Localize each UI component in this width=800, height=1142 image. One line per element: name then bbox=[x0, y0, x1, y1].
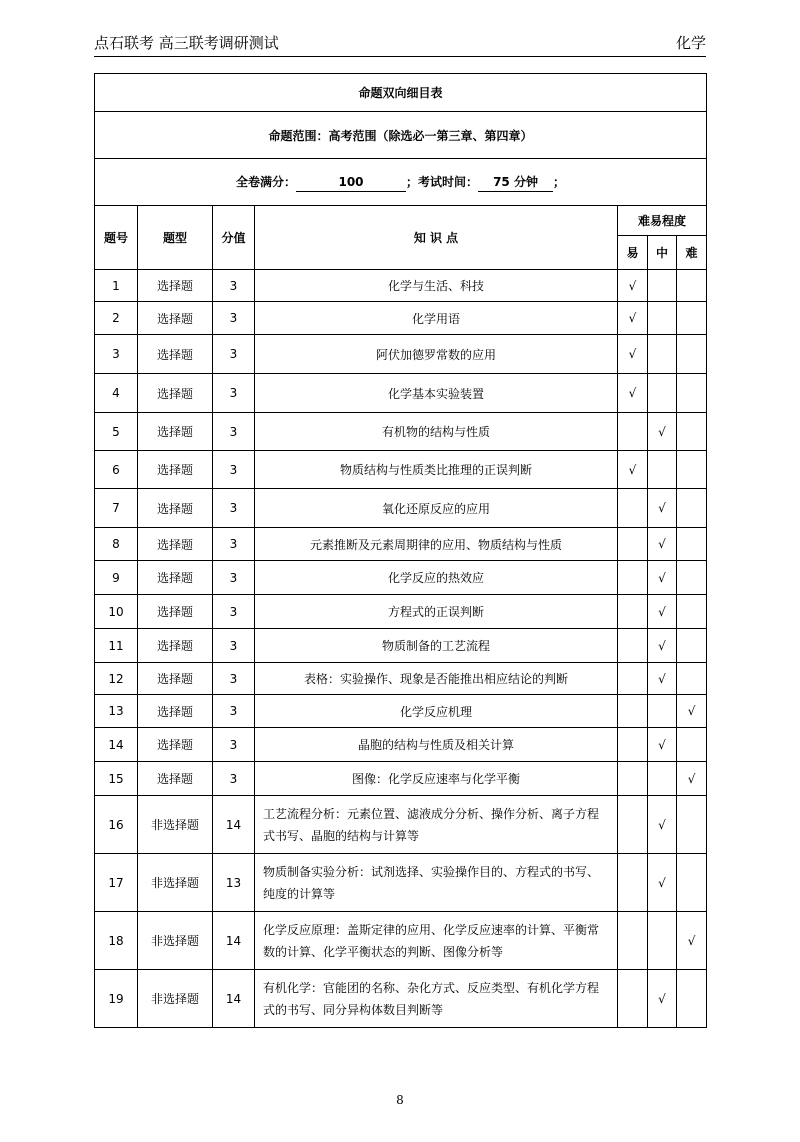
table-row bbox=[95, 762, 707, 796]
difficulty-easy-cell: √ bbox=[618, 451, 648, 489]
table-row bbox=[95, 561, 707, 595]
knowledge-point: 物质结构与性质类比推理的正误判断 bbox=[255, 451, 618, 489]
question-points: 3 bbox=[213, 695, 255, 728]
difficulty-easy-cell bbox=[618, 854, 648, 912]
header-rule bbox=[94, 56, 706, 57]
knowledge-point: 化学用语 bbox=[255, 302, 618, 335]
question-points: 3 bbox=[213, 663, 255, 695]
table-row bbox=[95, 796, 707, 854]
question-points: 14 bbox=[213, 912, 255, 970]
knowledge-point: 表格：实验操作、现象是否能推出相应结论的判断 bbox=[255, 663, 618, 695]
difficulty-medium-cell bbox=[648, 695, 677, 728]
difficulty-hard-cell bbox=[677, 796, 707, 854]
difficulty-hard-cell bbox=[677, 728, 707, 762]
question-number: 1 bbox=[95, 270, 138, 302]
difficulty-medium-cell: √ bbox=[648, 663, 677, 695]
difficulty-medium-cell: √ bbox=[648, 489, 677, 528]
difficulty-hard-cell: √ bbox=[677, 695, 707, 728]
question-type: 选择题 bbox=[138, 489, 213, 528]
question-number: 18 bbox=[95, 912, 138, 970]
table-row bbox=[95, 595, 707, 629]
col-knowledge: 知 识 点 bbox=[255, 206, 618, 270]
score-value: 100 bbox=[296, 173, 406, 192]
difficulty-easy-cell: √ bbox=[618, 270, 648, 302]
header-exam-name: 点石联考 高三联考调研测试 bbox=[94, 34, 279, 52]
col-type: 题型 bbox=[138, 206, 213, 270]
difficulty-medium-cell: √ bbox=[648, 413, 677, 451]
table-row bbox=[95, 270, 707, 302]
question-points: 3 bbox=[213, 451, 255, 489]
question-type: 选择题 bbox=[138, 663, 213, 695]
knowledge-point: 化学反应的热效应 bbox=[255, 561, 618, 595]
knowledge-point: 化学反应原理：盖斯定律的应用、化学反应速率的计算、平衡常数的计算、化学平衡状态的判断、图像分析等 bbox=[255, 912, 618, 970]
question-points: 3 bbox=[213, 374, 255, 413]
table-row bbox=[95, 528, 707, 561]
table-row bbox=[95, 629, 707, 663]
difficulty-easy-cell bbox=[618, 970, 648, 1028]
question-type: 非选择题 bbox=[138, 970, 213, 1028]
question-number: 19 bbox=[95, 970, 138, 1028]
table-row bbox=[95, 854, 707, 912]
difficulty-hard-cell bbox=[677, 451, 707, 489]
difficulty-hard-cell bbox=[677, 970, 707, 1028]
difficulty-easy-cell bbox=[618, 663, 648, 695]
knowledge-point: 物质制备实验分析：试剂选择、实验操作目的、方程式的书写、纯度的计算等 bbox=[255, 854, 618, 912]
difficulty-easy-cell: √ bbox=[618, 374, 648, 413]
table-row bbox=[95, 451, 707, 489]
question-points: 14 bbox=[213, 970, 255, 1028]
knowledge-point: 化学基本实验装置 bbox=[255, 374, 618, 413]
question-number: 6 bbox=[95, 451, 138, 489]
question-type: 非选择题 bbox=[138, 912, 213, 970]
table-row bbox=[95, 970, 707, 1028]
difficulty-hard-cell bbox=[677, 854, 707, 912]
difficulty-hard-cell bbox=[677, 528, 707, 561]
question-type: 选择题 bbox=[138, 728, 213, 762]
difficulty-medium-cell bbox=[648, 912, 677, 970]
knowledge-point: 晶胞的结构与性质及相关计算 bbox=[255, 728, 618, 762]
table-row bbox=[95, 912, 707, 970]
table-row bbox=[95, 728, 707, 762]
knowledge-point: 工艺流程分析：元素位置、滤液成分分析、操作分析、离子方程式书写、晶胞的结构与计算等 bbox=[255, 796, 618, 854]
score-label: 全卷满分： bbox=[235, 174, 296, 189]
difficulty-easy-cell bbox=[618, 762, 648, 796]
difficulty-hard-cell bbox=[677, 595, 707, 629]
score-end: ； bbox=[553, 174, 566, 189]
difficulty-hard-cell: √ bbox=[677, 762, 707, 796]
table-row bbox=[95, 695, 707, 728]
question-points: 3 bbox=[213, 270, 255, 302]
difficulty-medium-cell bbox=[648, 335, 677, 374]
question-type: 选择题 bbox=[138, 629, 213, 663]
col-hard: 难 bbox=[677, 236, 707, 270]
difficulty-medium-cell: √ bbox=[648, 728, 677, 762]
exam-scope: 命题范围：高考范围（除选必一第三章、第四章） bbox=[95, 112, 707, 159]
knowledge-point: 有机化学：官能团的名称、杂化方式、反应类型、有机化学方程式的书写、同分异构体数目判断等 bbox=[255, 970, 618, 1028]
question-points: 3 bbox=[213, 561, 255, 595]
knowledge-point: 方程式的正误判断 bbox=[255, 595, 618, 629]
score-time-line bbox=[95, 159, 707, 206]
difficulty-easy-cell bbox=[618, 796, 648, 854]
table-row bbox=[95, 374, 707, 413]
difficulty-hard-cell bbox=[677, 489, 707, 528]
question-type: 非选择题 bbox=[138, 854, 213, 912]
question-type: 选择题 bbox=[138, 270, 213, 302]
difficulty-medium-cell bbox=[648, 374, 677, 413]
difficulty-hard-cell bbox=[677, 663, 707, 695]
question-number: 2 bbox=[95, 302, 138, 335]
difficulty-hard-cell bbox=[677, 270, 707, 302]
knowledge-point: 元素推断及元素周期律的应用、物质结构与性质 bbox=[255, 528, 618, 561]
question-number: 12 bbox=[95, 663, 138, 695]
difficulty-easy-cell: √ bbox=[618, 302, 648, 335]
difficulty-hard-cell bbox=[677, 629, 707, 663]
question-points: 3 bbox=[213, 595, 255, 629]
col-difficulty: 难易程度 bbox=[618, 206, 707, 236]
question-number: 17 bbox=[95, 854, 138, 912]
question-number: 15 bbox=[95, 762, 138, 796]
difficulty-easy-cell bbox=[618, 528, 648, 561]
question-number: 10 bbox=[95, 595, 138, 629]
table-row bbox=[95, 489, 707, 528]
question-number: 8 bbox=[95, 528, 138, 561]
difficulty-easy-cell bbox=[618, 413, 648, 451]
difficulty-medium-cell: √ bbox=[648, 528, 677, 561]
question-number: 16 bbox=[95, 796, 138, 854]
difficulty-hard-cell bbox=[677, 335, 707, 374]
question-type: 选择题 bbox=[138, 762, 213, 796]
question-number: 13 bbox=[95, 695, 138, 728]
col-easy: 易 bbox=[618, 236, 648, 270]
col-points: 分值 bbox=[213, 206, 255, 270]
knowledge-point: 图像：化学反应速率与化学平衡 bbox=[255, 762, 618, 796]
difficulty-easy-cell bbox=[618, 489, 648, 528]
question-number: 9 bbox=[95, 561, 138, 595]
question-type: 选择题 bbox=[138, 528, 213, 561]
question-points: 3 bbox=[213, 302, 255, 335]
question-type: 选择题 bbox=[138, 335, 213, 374]
question-number: 7 bbox=[95, 489, 138, 528]
header-subject: 化学 bbox=[675, 34, 706, 52]
question-type: 选择题 bbox=[138, 413, 213, 451]
question-points: 3 bbox=[213, 335, 255, 374]
difficulty-medium-cell bbox=[648, 762, 677, 796]
difficulty-easy-cell bbox=[618, 695, 648, 728]
difficulty-medium-cell bbox=[648, 302, 677, 335]
question-number: 5 bbox=[95, 413, 138, 451]
difficulty-easy-cell bbox=[618, 728, 648, 762]
difficulty-medium-cell: √ bbox=[648, 561, 677, 595]
difficulty-easy-cell bbox=[618, 595, 648, 629]
difficulty-medium-cell bbox=[648, 270, 677, 302]
question-number: 4 bbox=[95, 374, 138, 413]
table-title: 命题双向细目表 bbox=[95, 74, 707, 112]
time-label: ；考试时间： bbox=[406, 174, 479, 189]
time-value: 75 分钟 bbox=[478, 173, 553, 192]
difficulty-medium-cell: √ bbox=[648, 796, 677, 854]
difficulty-easy-cell bbox=[618, 912, 648, 970]
question-type: 选择题 bbox=[138, 561, 213, 595]
knowledge-point: 化学与生活、科技 bbox=[255, 270, 618, 302]
question-type: 非选择题 bbox=[138, 796, 213, 854]
question-points: 3 bbox=[213, 762, 255, 796]
knowledge-point: 阿伏加德罗常数的应用 bbox=[255, 335, 618, 374]
difficulty-medium-cell bbox=[648, 451, 677, 489]
difficulty-medium-cell: √ bbox=[648, 970, 677, 1028]
difficulty-medium-cell: √ bbox=[648, 854, 677, 912]
col-medium: 中 bbox=[648, 236, 677, 270]
difficulty-medium-cell: √ bbox=[648, 629, 677, 663]
knowledge-point: 氧化还原反应的应用 bbox=[255, 489, 618, 528]
question-points: 3 bbox=[213, 728, 255, 762]
knowledge-point: 有机物的结构与性质 bbox=[255, 413, 618, 451]
difficulty-easy-cell: √ bbox=[618, 335, 648, 374]
question-points: 14 bbox=[213, 796, 255, 854]
question-number: 3 bbox=[95, 335, 138, 374]
col-num: 题号 bbox=[95, 206, 138, 270]
knowledge-point: 物质制备的工艺流程 bbox=[255, 629, 618, 663]
question-number: 11 bbox=[95, 629, 138, 663]
question-points: 3 bbox=[213, 528, 255, 561]
difficulty-hard-cell bbox=[677, 302, 707, 335]
difficulty-medium-cell: √ bbox=[648, 595, 677, 629]
question-points: 3 bbox=[213, 413, 255, 451]
question-type: 选择题 bbox=[138, 374, 213, 413]
question-type: 选择题 bbox=[138, 595, 213, 629]
page-number: 8 bbox=[396, 1093, 404, 1107]
knowledge-point: 化学反应机理 bbox=[255, 695, 618, 728]
table-row bbox=[95, 335, 707, 374]
difficulty-hard-cell: √ bbox=[677, 912, 707, 970]
page-header bbox=[94, 32, 706, 54]
question-type: 选择题 bbox=[138, 451, 213, 489]
question-points: 13 bbox=[213, 854, 255, 912]
table-row bbox=[95, 302, 707, 335]
difficulty-hard-cell bbox=[677, 561, 707, 595]
table-row bbox=[95, 413, 707, 451]
question-number: 14 bbox=[95, 728, 138, 762]
question-points: 3 bbox=[213, 629, 255, 663]
table-row bbox=[95, 663, 707, 695]
difficulty-easy-cell bbox=[618, 629, 648, 663]
spec-table bbox=[94, 73, 707, 1028]
difficulty-hard-cell bbox=[677, 374, 707, 413]
question-type: 选择题 bbox=[138, 695, 213, 728]
difficulty-hard-cell bbox=[677, 413, 707, 451]
question-type: 选择题 bbox=[138, 302, 213, 335]
question-points: 3 bbox=[213, 489, 255, 528]
difficulty-easy-cell bbox=[618, 561, 648, 595]
